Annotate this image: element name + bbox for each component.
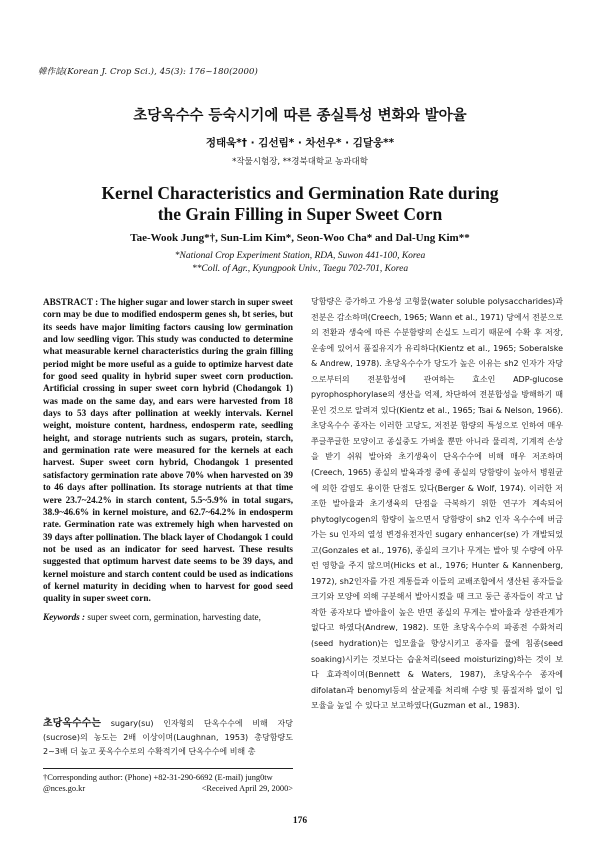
journal-citation: 韓作誌(Korean J. Crop Sci.), 45(3): 176~180(2000): [38, 67, 258, 77]
footnote-line-1: †Corresponding author: (Phone) +82-31-290-6692 (E-mail) jung0tw: [43, 773, 273, 782]
page-number: 176: [292, 816, 308, 826]
english-affiliation: [0, 250, 600, 276]
footnote-email-end: @nces.go.kr: [43, 784, 86, 793]
korean-title: 초당옥수수 등숙시기에 따른 종실특성 변화와 발아율: [133, 108, 467, 124]
footnote-line-2: [43, 783, 293, 794]
affiliation-line-2: **Coll. of Agr., Kyungpook Univ., Taegu 702-701, Korea: [191, 264, 409, 274]
english-title-line-1: Kernel Characteristics and Germination Rate during: [101, 183, 499, 203]
abstract-section: [43, 296, 293, 623]
keywords-text: super sweet corn, germination, harvesting date,: [85, 611, 261, 622]
abstract-text: The higher sugar and lower starch in super sweet corn may be due to modified endosperm genes sh, bt series, but its seeds have major limiting factors causing low germination and low seedling vigor. This study was conducted to determine what measurable kernel characteristics during the grain filling period might be more useful as a guide to optimize harvest date for good seed quality in hybrid super sweet corn production. Artificial crossing in super sweet corn hybrid (Chodangok 1) was made on the same day, and ears were harvested from 18 days to 53 days after pollination at weekly intervals. Kernel weight, moisture content, hardness, endosperm rate, seedling height, and storage nutrients such as sugars, protein, starch, and germination rate were measured for the kernels at each harvest. Super sweet corn hybrid, Chodangok 1 presented satisfactory germination rate above 70% when harvested on 39 to 46 days after pollination. Its storage nutrients at that time were 23.7~24.2% in starch content, 5.5~5.9% in total sugars, 38.9~46.6% in kernel moisture, and 62.7~64.2% in endosperm rate. Germination rate was extremely high when harvested on 39 days after pollination. The black layer of Chodangok 1 could not be used as an indicator for seed harvest. These results suggested that optimum harvest date seems to be 39 days, and kernel moisture and starch content could be used as indications of kernel maturity in deciding when to harvest for good seed quality in super sweet corn.: [43, 297, 293, 604]
introduction-paragraph: [43, 717, 293, 760]
abstract-label: ABSTRACT :: [43, 297, 99, 307]
footnote: [43, 772, 293, 794]
korean-authors: 정태욱*† · 김선림* · 차선우* · 김달웅**: [205, 137, 395, 149]
korean-affiliation: *작물시험장, **경북대학교 농과대학: [232, 157, 368, 167]
received-date: <Received April 29, 2000>: [201, 784, 293, 793]
english-title: [0, 183, 600, 225]
abstract: [43, 296, 293, 605]
keywords: [43, 611, 293, 623]
right-column-text: 당함량은 증가하고 가용성 고형물(water soluble polysaccharides)과 전분은 감소하며(Creech, 1965; Wann et al., 1971) 당에서 전분으로의 전환과 생숙에 따른 수분함량의 손실도 느리기 때문에 수확 후 저장, 운송에 있어서 품질유지가 유리하다(Kientz et al., 1965; Soberalske & Andrew, 1978). 초당옥수수가 당도가 높은 이유는 sh2 인자가 자당으로부터의 전분합성에 관여하는 효소인 ADP-glucose pyrophosphorylase의 생산을 억제, 차단하여 전분합성을 방해하기 때문인 것으로 알려져 있다(Kientz et al., 1965; Tsai & Nelson, 1966). 초당옥수수 종자는 이러한 고당도, 저전분 함량의 특성으로 인하여 매우 쭈글쭈글한 모양이고 종실중도 가벼울 뿐만 아니라 물리적, 기계적 손상을 받기 쉬워 발아와 초기생육이 단옥수수에 비해 매우 저조하며(Creech, 1965) 종실의 발육과정 중에 종실의 당함량이 높아서 병원균에 의한 감염도 용이한 단점도 있다(Berger & Wolf, 1974). 이러한 저조한 발아율과 초기생육의 단점을 극복하기 위한 연구가 계속되어 phytoglycogen의 함량이 높으면서 당함량이 sh2 인자 옥수수에 버금가는 su 인자의 열성 변경유전자인 sugary enhancer(se) 가 개발되었고(Gonzales et al., 1976), 종실의 크기나 무게는 발아 및 수량에 아무런 영향을 주지 않으며(Hicks et al., 1976; Hunter & Kannenberg, 1972), sh2인자를 가진 계통들과 이들의 교배조합에서 생산된 종자들을 크기와 모양에 의해 구분해서 발아시켰을 때 크고 둥근 종자들이 작고 납작한 종자보다 발아율이 높은 반면 종실의 무게는 발아율과 상관관계가 없다고 하였다(Andrew, 1982). 또한 초당옥수수의 파종전 수화처리(seed hydration)는 입모율을 향상시키고 종자를 물에 침종(seed soaking)시키는 것보다는 습윤처리(seed moisturizing)하는 것이 보다 효과적이며(Bennett & Waters, 1987), 초당옥수수 종자에 difolatan과 benomyl등의 살균제를 처리해 수량 및 품질저하 없이 입모율을 높일 수 있다고 보고하였다(Guzman et al., 1983).: [311, 297, 563, 711]
footnote-divider: [43, 768, 293, 769]
intro-text: sugary(su) 인자형의 단옥수수에 비해 자당(sucrose)의 농도는 2배 이상이며(Laughnan, 1953) 총당함량도 2~3배 더 높고 풋옥수수로의 수확적기에 단옥수수에 비해 총: [43, 719, 293, 757]
intro-lead: 초당옥수수는: [43, 718, 101, 729]
affiliation-line-1: *National Crop Experiment Station, RDA, Suwon 441-100, Korea: [174, 251, 426, 261]
english-title-line-2: the Grain Filling in Super Sweet Corn: [157, 204, 443, 224]
keywords-label: Keywords :: [43, 611, 86, 622]
english-authors: Tae-Wook Jung*†, Sun-Lim Kim*, Seon-Woo Cha* and Dal-Ung Kim**: [130, 232, 470, 244]
